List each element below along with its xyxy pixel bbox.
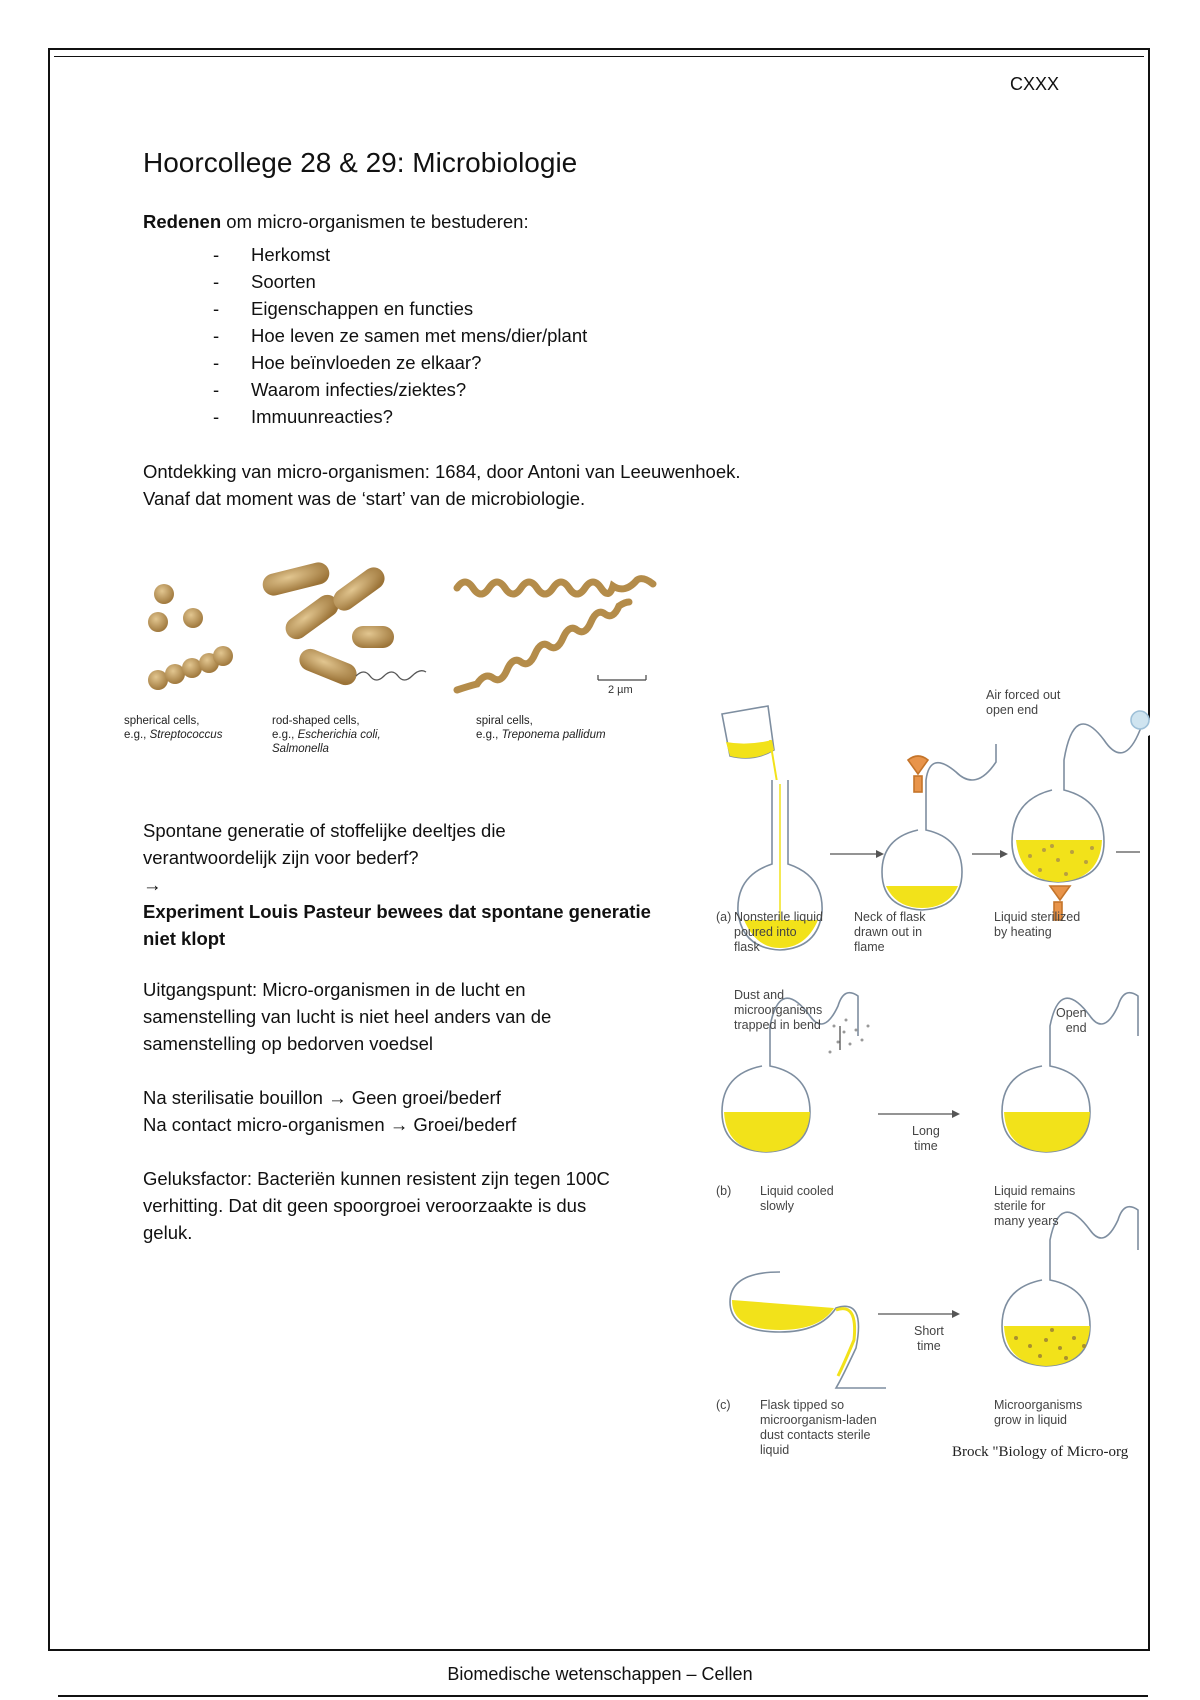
caption-spherical: spherical cells, e.g., Streptococcus — [124, 715, 223, 741]
reasons-intro — [143, 211, 529, 233]
pasteur-conclusion: Experiment Louis Pasteur bewees dat spontane generatie — [143, 901, 651, 922]
list-item: - Hoe beïnvloeden ze elkaar? — [213, 352, 482, 373]
frame-top-rule — [54, 56, 1144, 57]
rod-cells — [260, 560, 394, 688]
spiral-cell-1 — [457, 579, 653, 594]
luck-text: Geluksfactor: Bacteriën kunnen resistent zijn tegen 100C verhitting. Dat dit geen spoorgroei veroorzaakte is dus geluk. — [143, 1168, 610, 1243]
page-title: Hoorcollege 28 & 29: Microbiologie — [143, 147, 578, 178]
caption-spiral: spiral cells, e.g., Treponema pallidum — [476, 715, 606, 741]
caption-c2: Microorganisms grow in liquid — [994, 1398, 1083, 1427]
flagellum — [356, 671, 426, 680]
cell-shapes-figure — [120, 548, 680, 708]
list-item: - Waarom infecties/ziektes? — [213, 379, 467, 400]
reasons-list — [213, 241, 587, 430]
list-item: - Hoe leven ze samen met mens/dier/plant — [213, 325, 588, 346]
caption-c-label: (c) — [716, 1398, 731, 1412]
caption-b1: Liquid cooled slowly — [760, 1184, 834, 1213]
premise-text: Uitgangspunt: Micro-organismen in de lucht en samenstelling van lucht is niet heel anders van de samenstelling op bedorven voedsel — [143, 979, 552, 1054]
scale-bar-label: 2 µm — [608, 684, 633, 696]
caption-a-label: (a) — [716, 910, 732, 924]
document-code: CXXX — [1010, 74, 1060, 94]
spontaneous-generation-text: Spontane generatie of stoffelijke deeltjes die verantwoordelijk zijn voor bederf? → Experiment Louis Pasteur bewees dat spontane generatie niet klopt — [143, 820, 651, 949]
list-item: - Soorten — [213, 271, 316, 292]
figure-source: Brock "Biology of Micro-org — [952, 1444, 1129, 1460]
footer-rule — [58, 1695, 1148, 1697]
discovery-text: Ontdekking van micro-organismen: 1684, door Antoni van Leeuwenhoek. Vanaf dat moment was de ‘start’ van de microbiologie. — [143, 461, 741, 509]
caption-dust: Dust and microorganisms trapped in bend — [734, 988, 823, 1032]
caption-long-time: Long time — [912, 1124, 940, 1153]
list-item: - Immuunreacties? — [213, 406, 393, 427]
page-footer: Biomedische wetenschappen – Cellen — [447, 1664, 753, 1684]
reasons-lead-rest: om micro-organismen te bestuderen: — [221, 211, 529, 232]
caption-b-label: (b) — [716, 1184, 732, 1198]
caption-c1: Flask tipped so microorganism-laden dust contacts sterile liquid — [760, 1398, 877, 1457]
reasons-lead-bold: Redenen — [143, 211, 222, 232]
caption-a3: Liquid sterilized by heating — [994, 910, 1081, 939]
caption-rod: rod-shaped cells, e.g., Escherichia coli, Salmonella — [272, 715, 381, 755]
caption-a2: Neck of flask drawn out in flame — [854, 910, 926, 954]
list-item: - Herkomst — [213, 244, 331, 265]
caption-air-forced: Air forced out open end — [986, 688, 1061, 717]
caption-open-end: Open end — [1056, 1006, 1087, 1035]
spiral-cell-2 — [457, 602, 629, 690]
list-item: - Eigenschappen en functies — [213, 298, 474, 319]
caption-b2: Liquid remains sterile for many years — [994, 1184, 1076, 1228]
sterilisation-text: Na sterilisatie bouillon → Geen groei/bederf Na contact micro-organismen → Groei/bederf — [143, 1087, 517, 1135]
caption-a1: Nonsterile liquid poured into flask — [734, 910, 823, 954]
flask-row-c — [730, 1207, 1138, 1388]
spherical-cells — [148, 584, 233, 690]
caption-short-time: Short time — [914, 1324, 944, 1353]
